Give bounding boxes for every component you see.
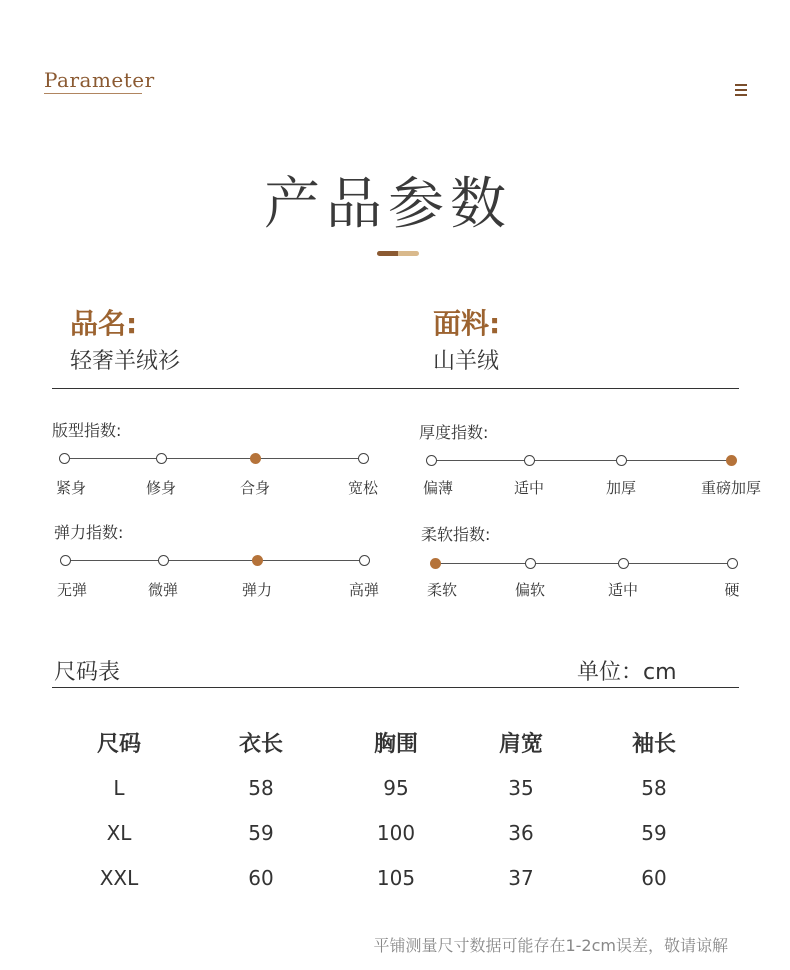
size-table-header: 胸围 [373,732,418,757]
elasticity-scale-option: 高弹 [348,581,379,599]
divider [52,388,739,389]
size-table-header: 肩宽 [498,732,543,757]
product-name-label: 品名: [70,307,138,340]
size-table-cell: 59 [641,821,667,845]
thickness-scale-dot-selected [726,455,737,466]
thickness-scale-track [431,460,731,461]
fit-scale-option: 紧身 [56,479,87,497]
softness-scale-dot-selected [430,558,441,569]
size-table-cell: 58 [641,776,667,800]
size-table-cell: 100 [376,821,416,845]
elasticity-scale-dot [158,555,169,566]
size-table-cell: 105 [376,866,416,890]
fit-scale-dot-selected [250,453,261,464]
fit-scale-track [64,458,363,459]
fit-scale-option: 宽松 [347,479,378,497]
size-table-cell: 58 [248,776,274,800]
fabric-value: 山羊绒 [433,349,500,374]
size-table-cell: XL [106,821,132,845]
size-table-cell: 95 [383,776,409,800]
size-table-cell: XXL [99,866,139,890]
fit-scale-dot [358,453,369,464]
page-title: 产品参数 [264,172,512,237]
thickness-scale-dot [524,455,535,466]
measurement-note: 平铺测量尺寸数据可能存在1-2cm误差，敬请谅解 [373,936,728,955]
softness-scale-dot [727,558,738,569]
fit-scale-dot [156,453,167,464]
menu-icon[interactable] [735,84,747,96]
elasticity-index-label: 弹力指数: [54,523,124,542]
thickness-scale-dot [426,455,437,466]
size-table-cell: 37 [508,866,534,890]
thickness-scale-option: 重磅加厚 [700,479,761,497]
softness-scale-dot [618,558,629,569]
size-table-cell: 59 [248,821,274,845]
thickness-scale-dot [616,455,627,466]
size-chart-divider [52,687,739,688]
size-chart-unit: 单位：cm [577,660,677,685]
fit-scale-dot [59,453,70,464]
size-table-cell: 35 [508,776,534,800]
fit-scale-option: 修身 [145,479,176,497]
size-table-cell: 60 [641,866,667,890]
product-name-value: 轻奢羊绒衫 [70,349,181,374]
thickness-scale-option: 适中 [513,479,544,497]
title-divider [377,251,419,256]
elasticity-scale-option: 微弹 [147,581,178,599]
parameter-underline [44,93,142,94]
softness-scale-dot [525,558,536,569]
softness-scale-option: 柔软 [427,581,458,599]
elasticity-scale-option: 无弹 [57,581,88,599]
parameter-label: Parameter [44,68,155,92]
fit-scale-option: 合身 [239,479,270,497]
fit-index-label: 版型指数: [52,421,122,440]
elasticity-scale-dot [359,555,370,566]
elasticity-scale-track [65,560,364,561]
fabric-label: 面料: [433,307,501,340]
size-table-cell: L [113,776,125,800]
elasticity-scale-option: 弹力 [241,581,272,599]
softness-scale-option: 适中 [607,581,638,599]
thickness-index-label: 厚度指数: [419,423,489,442]
thickness-scale-option: 加厚 [605,479,636,497]
size-table-header: 衣长 [238,732,283,757]
size-table-header: 袖长 [631,732,676,757]
elasticity-scale-dot [60,555,71,566]
thickness-scale-option: 偏薄 [423,479,454,497]
size-table-cell: 36 [508,821,534,845]
size-table-cell: 60 [248,866,274,890]
size-chart-title: 尺码表 [54,660,121,685]
softness-index-label: 柔软指数: [421,525,491,544]
softness-scale-option: 硬 [724,581,740,599]
size-table-header: 尺码 [96,732,141,757]
softness-scale-option: 偏软 [514,581,545,599]
softness-scale-track [435,563,732,564]
elasticity-scale-dot-selected [252,555,263,566]
